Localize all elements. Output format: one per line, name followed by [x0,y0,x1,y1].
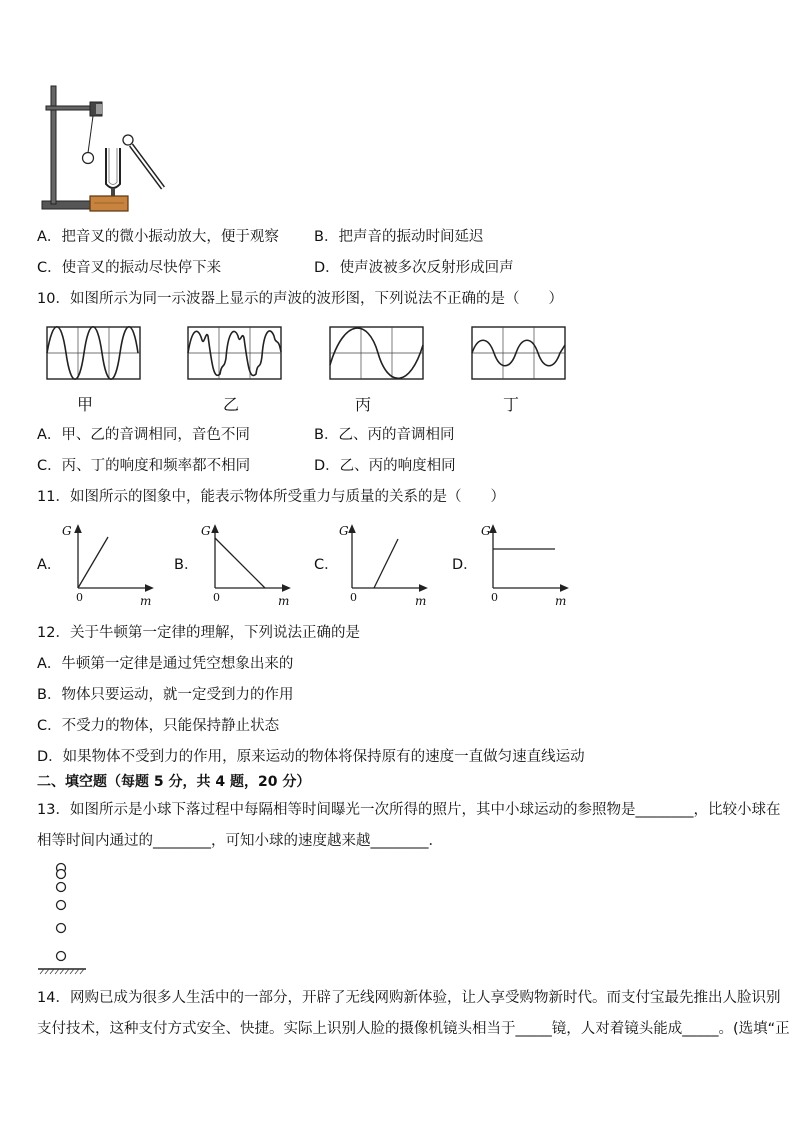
q12-option-b: B．物体只要运动，就一定受到力的作用 [37,687,294,703]
graph-a-x-label: m [140,594,152,608]
graph-letter-b: B． [174,557,199,573]
q14-line1: 14．网购已成为很多人生活中的一部分，开辟了无线网购新体验，让人享受购物新时代。而支付宝最先推出人脸识别 [37,990,781,1006]
graph-b-x-label: m [278,594,290,608]
q9-option-a: A．把音叉的微小振动放大，便于观察 [37,229,279,245]
graph-d-origin: 0 [491,591,498,604]
section-title: 二、填空题（每题 5 分，共 4 题，20 分） [37,774,311,790]
q10-option-d: D．乙、丙的响度相同 [314,458,456,474]
q9-option-d: D．使声波被多次反射形成回声 [314,260,514,276]
graph-c-x-label: m [415,594,427,608]
q12-option-c: C．不受力的物体，只能保持静止状态 [37,718,280,734]
q10-option-a: A．甲、乙的音调相同，音色不同 [37,427,250,443]
graph-b-y-label: G [201,524,211,538]
wave-label-ding: 丁 [503,395,520,414]
graph-letter-c: C． [314,557,339,573]
graph-letter-d: D． [452,557,478,573]
q13-line1: 13．如图所示是小球下落过程中每隔相等时间曝光一次所得的照片，其中小球运动的参照物是________，比较小球在 [37,802,781,818]
q12-stem: 12．关于牛顿第一定律的理解，下列说法正确的是 [37,625,360,641]
graph-a-y-label: G [62,524,72,538]
q11-stem: 11．如图所示的图象中，能表示物体所受重力与质量的关系的是（ ） [37,489,505,505]
q10-stem: 10．如图所示为同一示波器上显示的声波的波形图，下列说法不正确的是（ ） [37,291,563,307]
graph-d-x-label: m [555,594,567,608]
q13-line2: 相等时间内通过的________，可知小球的速度越来越________． [37,833,443,849]
graph-c-origin: 0 [350,591,357,604]
graph-b-origin: 0 [213,591,220,604]
graph-a-origin: 0 [76,591,83,604]
graph-d-y-label: G [481,524,491,538]
q10-option-b: B．乙、丙的音调相同 [314,427,455,443]
q12-option-a: A．牛顿第一定律是通过凭空想象出来的 [37,656,294,672]
wave-label-jia: 甲 [77,395,94,414]
wave-label-yi: 乙 [223,395,240,414]
wave-label-bing: 丙 [355,395,372,414]
graph-letter-a: A． [37,557,62,573]
q9-option-c: C．使音叉的振动尽快停下来 [37,260,222,276]
q9-option-b: B．把声音的振动时间延迟 [314,229,484,245]
q12-option-d: D．如果物体不受到力的作用，原来运动的物体将保持原有的速度一直做匀速直线运动 [37,749,585,765]
q10-option-c: C．丙、丁的响度和频率都不相同 [37,458,251,474]
q14-line2: 支付技术，这种支付方式安全、快捷。实际上识别人脸的摄像机镜头相当于_____镜，人对着镜头能成_____。(选填“正 [37,1021,790,1037]
graph-c-y-label: G [339,524,349,538]
